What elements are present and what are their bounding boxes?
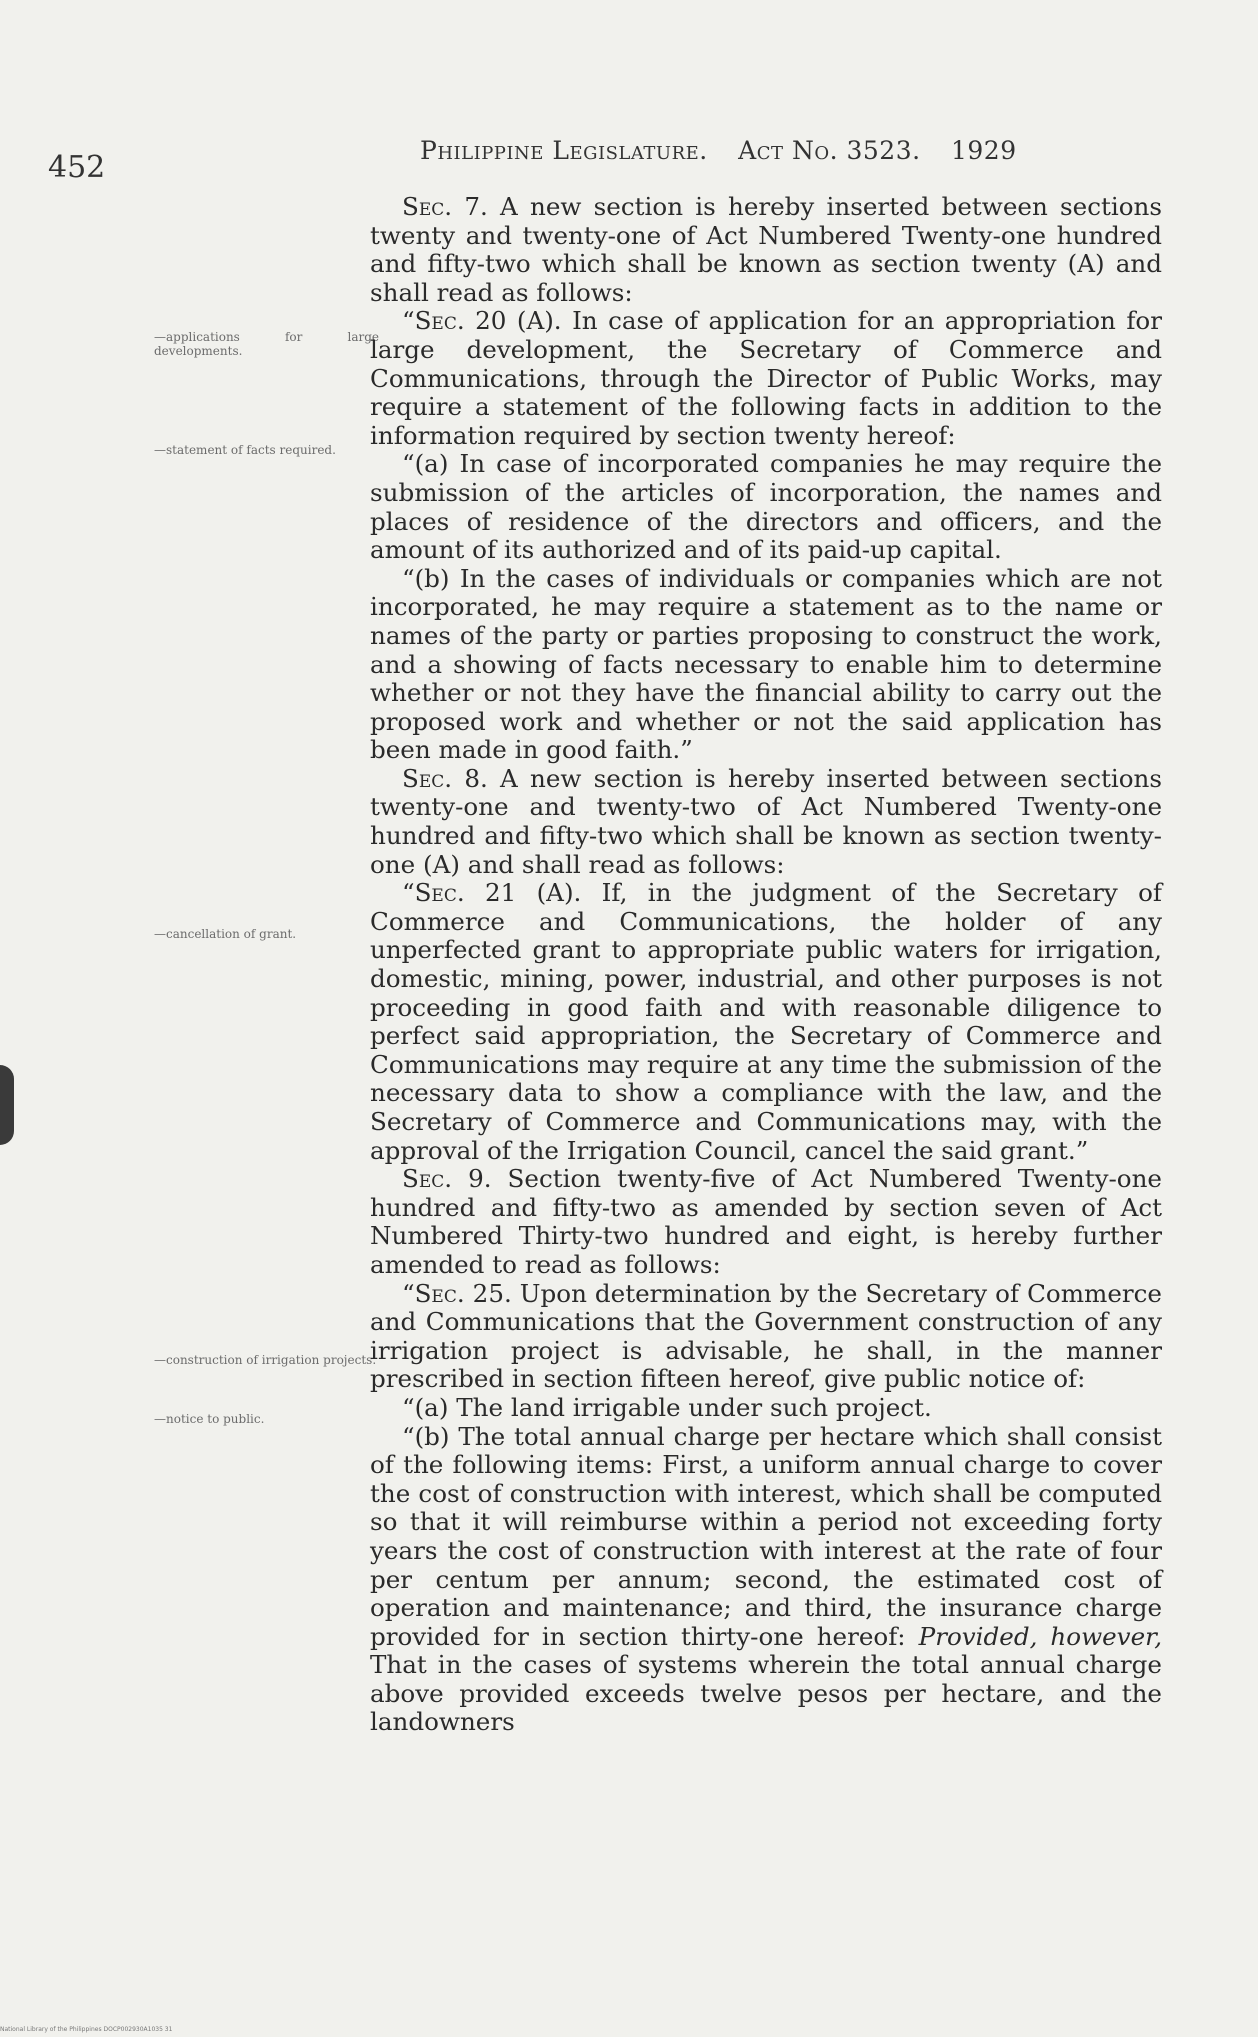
scan-footer: National Library of the Philippines DOCP002930A1035 31 (0, 2026, 173, 2033)
margin-note-applications: —applications for large developments. (154, 330, 379, 358)
paragraph-text: In the cases of individuals or companies which are not incorporated, he may require a statement as to the name or names of the party or parties proposing to construct the work, and a showing of facts necessary to enable him to determine whether or not they have the financial ability to carry out the proposed work and whether or not the said application has been made in good faith.” (370, 563, 1162, 765)
running-head-act: Act No. 3523. (738, 136, 921, 165)
paragraph-lead: “Sec. 20 (A). (402, 306, 562, 336)
paragraph-lead: “(b) (402, 563, 450, 593)
paragraph-lead: “Sec. 21 (A). (402, 878, 582, 908)
paragraph-sec-20a (370, 307, 1162, 450)
running-head (420, 136, 1017, 165)
paragraph-text: A new section is hereby inserted between sections twenty and twenty-one of Act Numbered Twenty-one hundred and fifty-two which shall be known as section twenty (A) and shall read as follows: (370, 192, 1162, 307)
paragraph-25-b (370, 1423, 1162, 1738)
paragraph-lead: “(a) (402, 1392, 449, 1422)
paragraph-text: In case of application for an appropriation for large development, the Secretary of Commerce and Communications, through the Director of Public Works, may require a statement of the following facts in addition to the information required by section twenty hereof: (370, 306, 1162, 450)
margin-note-notice: —notice to public. (154, 1412, 265, 1426)
paragraph-text: The land irrigable under such project. (448, 1392, 932, 1422)
body-text (370, 193, 1162, 1737)
scan-shadow (0, 1065, 14, 1145)
paragraph-sec-9 (370, 1165, 1162, 1279)
paragraph-lead: Sec. 9. (402, 1164, 492, 1194)
paragraph-25-a (370, 1394, 1162, 1423)
paragraph-lead: “(b) (402, 1421, 450, 1451)
paragraph-sec-7 (370, 193, 1162, 307)
paragraph-text: The total annual charge per hectare which shall consist of the following items: First, a uniform annual charge to cover the cost of construction with interest, which shall be computed so that it will reimburse within a period not exceeding forty years the cost of construction with interest at the rate of four per centum per annum; second, the estimated cost of operation and maintenance; and third, the insurance charge provided for in section thirty-one hereof: (370, 1421, 1162, 1651)
paragraph-text: If, in the judgment of the Secretary of Commerce and Communications, the holder of any unperfected grant to appropriate public waters for irrigation, domestic, mining, power, industrial, and other purposes is not proceeding in good faith and with reasonable diligence to perfect said appropriation, the Secretary of Commerce and Communications may require at any time the submission of the necessary data to show a compliance with the law, and the Secretary of Commerce and Communications may, with the approval of the Irrigation Council, cancel the said grant.” (370, 878, 1162, 1165)
paragraph-text: A new section is hereby inserted between sections twenty-one and twenty-two of Act Numbered Twenty-one hundred and fifty-two which shall be known as section twenty-one (A) and shall read as follows: (370, 763, 1162, 879)
paragraph-italic: Provided, however, (918, 1621, 1163, 1651)
page-number: 452 (48, 150, 106, 185)
running-head-year: 1929 (951, 136, 1017, 165)
paragraph-text: Upon determination by the Secretary of Commerce and Communications that the Government construction of any irrigation project is advisable, he shall, in the manner prescribed in section fifteen hereof, give public notice of: (370, 1278, 1162, 1394)
paragraph-text: In case of incorporated companies he may require the submission of the articles of incorporation, the names and places of residence of the directors and officers, and the amount of its authorized and of its paid-up capital. (370, 449, 1162, 565)
paragraph-lead: Sec. 7. (402, 192, 488, 221)
paragraph-lead: “(a) (402, 449, 449, 479)
paragraph-20a-a (370, 450, 1162, 564)
margin-note-cancellation: —cancellation of grant. (154, 927, 297, 941)
paragraph-text: Section twenty-five of Act Numbered Twenty-one hundred and fifty-two as amended by section seven of Act Numbered Thirty-two hundred and eight, is hereby further amended to read as follows: (370, 1164, 1162, 1279)
paragraph-sec-21a (370, 879, 1162, 1165)
paragraph-sec-25 (370, 1280, 1162, 1394)
paragraph-tail: That in the cases of systems wherein the total annual charge above provided exceeds twelve pesos per hectare, and the landowners (370, 1650, 1162, 1737)
paragraph-sec-8 (370, 765, 1162, 879)
paragraph-lead: Sec. 8. (402, 763, 488, 793)
paragraph-lead: “Sec. 25. (402, 1278, 512, 1308)
margin-note-statement: —statement of facts required. (154, 443, 336, 457)
margin-note-construction: —construction of irrigation projects. (154, 1353, 377, 1367)
paragraph-20a-b (370, 565, 1162, 765)
running-head-legislature: Philippine Legislature. (420, 136, 708, 165)
